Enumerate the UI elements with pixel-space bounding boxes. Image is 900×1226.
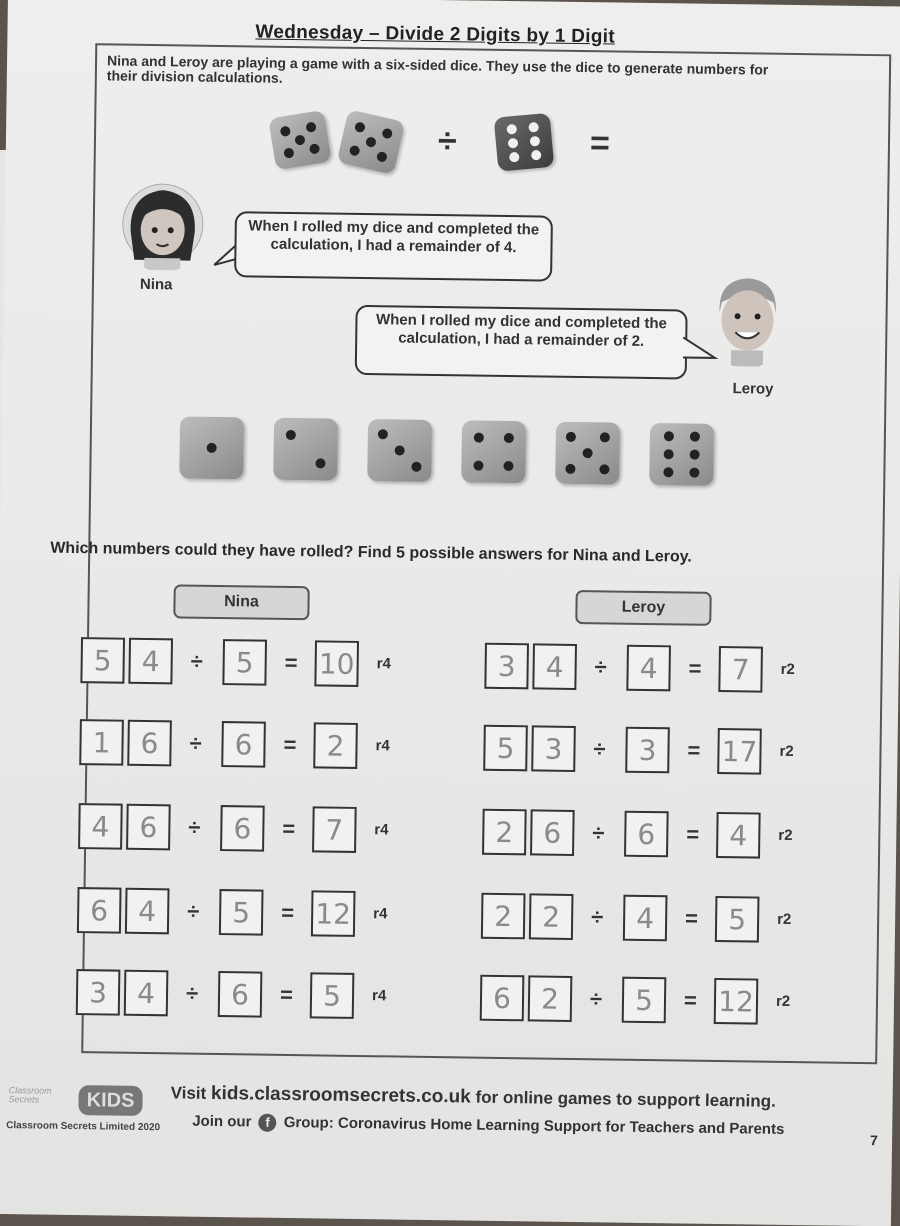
equals-sign: = xyxy=(284,649,298,676)
ones-digit-box[interactable]: 2 xyxy=(528,975,573,1022)
remainder-label: r2 xyxy=(775,992,791,1011)
equals-sign: = xyxy=(281,899,295,926)
divisor-box[interactable]: 5 xyxy=(219,889,264,936)
divide-symbol: ÷ xyxy=(437,122,457,161)
join-line xyxy=(192,1113,784,1139)
equals-symbol: = xyxy=(589,124,611,163)
dice-icon-six-dark xyxy=(494,113,555,172)
equals-sign: = xyxy=(282,815,296,842)
divide-sign: ÷ xyxy=(190,648,203,674)
divide-sign: ÷ xyxy=(593,736,606,762)
leroy-equation-row xyxy=(482,809,793,861)
nina-name-label: Nina xyxy=(139,275,173,294)
divisor-box[interactable]: 6 xyxy=(218,971,263,1018)
divisor-box[interactable]: 6 xyxy=(221,721,266,768)
tens-digit-box[interactable]: 2 xyxy=(481,893,526,940)
leroy-name-label: Leroy xyxy=(732,380,774,398)
tens-digit-box[interactable]: 5 xyxy=(80,637,125,684)
visit-line xyxy=(171,1082,776,1112)
leroy-equation-row xyxy=(484,643,795,695)
visit-site-link[interactable]: kids.classroomsecrets.co.uk xyxy=(210,1082,471,1108)
ones-digit-box[interactable]: 6 xyxy=(127,720,172,767)
answer-box[interactable]: 12 xyxy=(714,978,759,1025)
tens-digit-box[interactable]: 1 xyxy=(79,719,124,766)
dice-face-four xyxy=(461,420,526,483)
divide-sign: ÷ xyxy=(589,986,603,1012)
divisor-box[interactable]: 5 xyxy=(222,639,267,686)
nina-equation-row xyxy=(78,803,389,855)
divide-sign: ÷ xyxy=(189,730,202,756)
tens-digit-box[interactable]: 4 xyxy=(78,803,123,850)
visit-suffix: for online games to support learning. xyxy=(475,1087,776,1111)
leroy-column-header: Leroy xyxy=(575,590,711,626)
join-suffix: Group: Coronavirus Home Learning Support for Teachers and Parents xyxy=(283,1113,785,1138)
nina-column-header: Nina xyxy=(173,584,309,620)
remainder-label: r2 xyxy=(778,826,793,845)
ones-digit-box[interactable]: 4 xyxy=(532,643,577,690)
intro-text: Nina and Leroy are playing a game with a six-sided dice. They use the dice to generate numbers for their division calculations. xyxy=(106,52,769,86)
answer-box[interactable]: 4 xyxy=(716,812,761,859)
leroy-equation-row xyxy=(483,725,794,777)
remainder-label: r4 xyxy=(376,655,391,673)
dice-face-two xyxy=(273,418,338,481)
dice-face-five xyxy=(555,422,620,485)
question-text: Which numbers could they have rolled? Find 5 possible answers for Nina and Leroy. xyxy=(50,539,692,566)
answer-box[interactable]: 5 xyxy=(310,972,355,1019)
page-number: 7 xyxy=(869,1132,878,1149)
nina-equation-row xyxy=(76,969,387,1021)
divisor-box[interactable]: 4 xyxy=(626,645,671,692)
remainder-label: r2 xyxy=(779,742,794,761)
ones-digit-box[interactable]: 3 xyxy=(531,725,576,772)
leroy-equation-row xyxy=(481,893,792,945)
ones-digit-box[interactable]: 4 xyxy=(124,970,169,1017)
ones-digit-box[interactable]: 2 xyxy=(529,893,574,940)
answer-box[interactable]: 12 xyxy=(311,890,356,937)
tens-digit-box[interactable]: 3 xyxy=(484,643,529,690)
divisor-box[interactable]: 6 xyxy=(220,805,265,852)
ones-digit-box[interactable]: 6 xyxy=(530,809,575,856)
divide-sign: ÷ xyxy=(590,904,604,930)
dice-icon-five xyxy=(268,110,332,170)
dice-face-one xyxy=(179,416,244,479)
copyright-text: Classroom Secrets Limited 2020 xyxy=(6,1120,161,1134)
remainder-label: r4 xyxy=(374,821,389,839)
tens-digit-box[interactable]: 2 xyxy=(482,809,527,856)
facebook-icon: f xyxy=(258,1114,276,1132)
kids-badge: KIDS xyxy=(78,1085,142,1116)
equals-sign: = xyxy=(688,655,702,681)
answer-box[interactable]: 7 xyxy=(718,646,763,693)
dice-face-three xyxy=(367,419,432,482)
divide-sign: ÷ xyxy=(592,820,605,846)
visit-prefix: Visit xyxy=(170,1083,207,1103)
nina-equation-row xyxy=(80,637,391,689)
answer-box[interactable]: 17 xyxy=(717,728,762,775)
join-prefix: Join our xyxy=(192,1112,252,1131)
tens-digit-box[interactable]: 6 xyxy=(480,975,525,1022)
equals-sign: = xyxy=(283,731,297,758)
divisor-box[interactable]: 6 xyxy=(624,811,669,858)
classroom-secrets-logo: Classroom Secrets xyxy=(8,1085,52,1105)
equals-sign: = xyxy=(279,981,294,1008)
remainder-label: r4 xyxy=(373,905,388,923)
answer-box[interactable]: 7 xyxy=(312,806,357,853)
leroy-equation-row xyxy=(480,975,791,1027)
leroy-speech-bubble: When I rolled my dice and completed the calculation, I had a remainder of 2. xyxy=(355,305,688,380)
divisor-box[interactable]: 4 xyxy=(623,895,668,942)
ones-digit-box[interactable]: 4 xyxy=(125,888,170,935)
answer-box[interactable]: 2 xyxy=(313,722,358,769)
answer-box[interactable]: 10 xyxy=(314,640,359,687)
divisor-box[interactable]: 5 xyxy=(622,977,667,1024)
nina-equation-row xyxy=(79,719,390,771)
tens-digit-box[interactable]: 5 xyxy=(483,725,528,772)
nina-equation-row xyxy=(77,887,388,939)
equals-sign: = xyxy=(683,987,698,1013)
nina-speech-bubble: When I rolled my dice and completed the calculation, I had a remainder of 4. xyxy=(234,211,553,281)
remainder-label: r2 xyxy=(780,660,795,679)
dice-face-six xyxy=(649,423,714,486)
equals-sign: = xyxy=(687,737,701,763)
equals-sign: = xyxy=(684,905,699,931)
tens-digit-box[interactable]: 6 xyxy=(77,887,122,934)
ones-digit-box[interactable]: 6 xyxy=(126,804,171,851)
divisor-box[interactable]: 3 xyxy=(625,727,670,774)
divide-sign: ÷ xyxy=(594,654,607,680)
remainder-label: r4 xyxy=(375,737,390,755)
worksheet-title: Wednesday – Divide 2 Digits by 1 Digit xyxy=(255,21,616,48)
divide-sign: ÷ xyxy=(188,814,201,840)
divide-sign: ÷ xyxy=(185,980,199,1006)
remainder-label: r4 xyxy=(371,987,387,1005)
tens-digit-box[interactable]: 3 xyxy=(76,969,121,1016)
equals-sign: = xyxy=(686,821,700,847)
remainder-label: r2 xyxy=(777,910,792,929)
answer-box[interactable]: 5 xyxy=(715,896,760,943)
ones-digit-box[interactable]: 4 xyxy=(128,638,173,685)
divide-sign: ÷ xyxy=(187,898,200,924)
